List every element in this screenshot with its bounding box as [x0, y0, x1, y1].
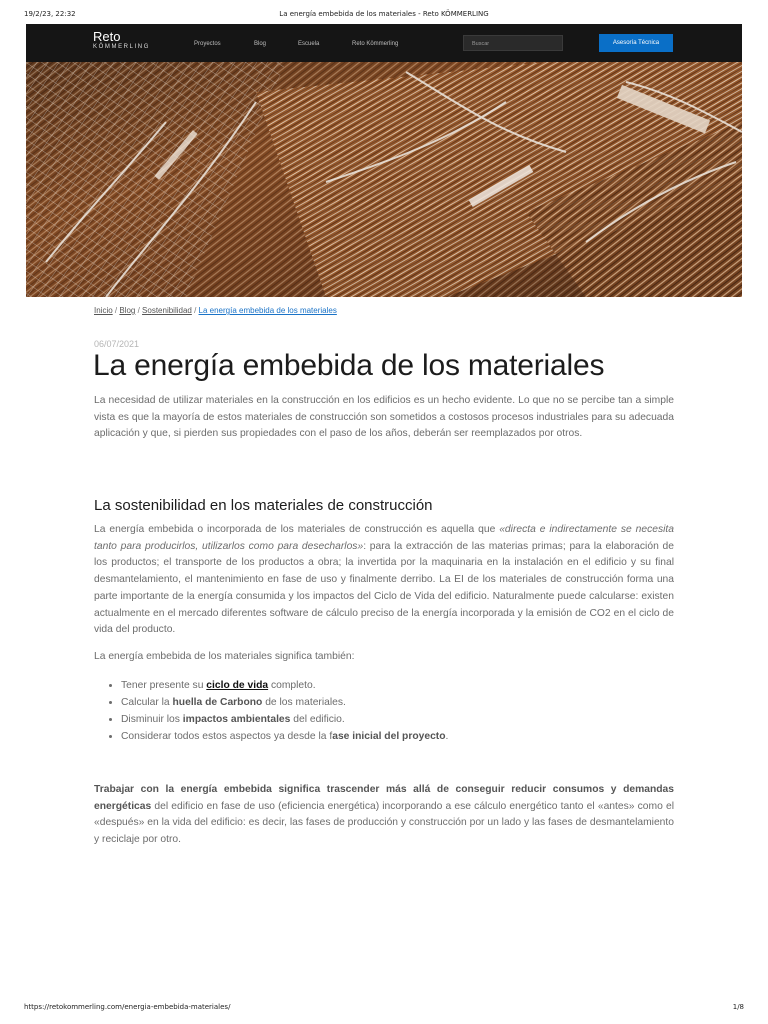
nav-link-blog[interactable]: Blog	[254, 41, 267, 47]
ciclo-de-vida-link[interactable]: ciclo de vida	[206, 680, 269, 691]
list-item	[121, 677, 448, 694]
print-page-title: La energía embebida de los materiales - Reto KÖMMERLING	[279, 10, 489, 18]
nav-link-reto-kommerling[interactable]: Reto Kömmerling	[352, 41, 399, 47]
list-item-strong: impactos ambientales	[182, 714, 291, 725]
paragraph-energia-embebida	[94, 522, 674, 639]
print-footer	[0, 1003, 768, 1013]
p3-text: del edificio en fase de uso (eficiencia energética) incorporando a ese cálculo energético tanto el «antes» como el «después» en la vida del edificio: es decir, las fases de producción y construcción por un lado y las fases de desmantelamiento y reciclaje por otro.	[94, 800, 674, 846]
list-item-text: .	[445, 731, 449, 742]
post-date: 06/07/2021	[94, 339, 140, 349]
list-item-text: de los materiales.	[262, 697, 346, 708]
list-item-text: Tener presente su	[121, 680, 207, 691]
list-item-strong: ase inicial del proyecto	[332, 731, 446, 742]
list-item-text: Calcular la	[121, 697, 173, 708]
logo-line-2: KÖMMERLING	[93, 44, 151, 50]
breadcrumb-separator: /	[112, 306, 120, 315]
list-item-text: Considerar todos estos aspectos ya desde la f	[121, 731, 333, 742]
logo-line-1: Reto	[93, 29, 121, 44]
site-header	[26, 24, 742, 62]
hero-image	[26, 62, 742, 297]
site-logo[interactable]	[93, 30, 150, 52]
print-page-number: 1/8	[732, 1003, 744, 1011]
list-item-text: completo.	[268, 680, 316, 691]
asesoria-tecnica-button[interactable]: Asesoría Técnica	[599, 34, 673, 52]
p1-quote: «directa e indirectamente se necesita tanto para producirlos, utilizarlos como para desecharlos»	[94, 524, 674, 552]
list-item	[121, 711, 448, 728]
breadcrumb-sostenibilidad[interactable]: Sostenibilidad	[142, 306, 192, 315]
breadcrumb-inicio[interactable]: Inicio	[94, 306, 113, 315]
list-item	[121, 694, 448, 711]
p3-strong: Trabajar con la energía embebida significa trascender más allá de conseguir reducir consumos y demandas energéticas	[94, 784, 674, 812]
breadcrumb-blog[interactable]: Blog	[119, 306, 136, 315]
nav-link-escuela[interactable]: Escuela	[298, 41, 320, 47]
list-item-strong: huella de Carbono	[172, 697, 263, 708]
section-heading: La sostenibilidad en los materiales de construcción	[94, 497, 433, 514]
list-item-text: del edificio.	[290, 714, 345, 725]
breadcrumb	[94, 306, 337, 315]
benefits-list	[94, 677, 448, 745]
paragraph-significa: La energía embebida de los materiales significa también:	[94, 651, 355, 662]
p1-text-b: : para la extracción de las materias primas; para la elaboración de los productos; el transporte de los productos a obra; la invertida por la maquinaria en la instalación en el edificio y su final desmantelamiento, el mantenimiento en fase de uso y finalmente derribo. La EI de los materiales de construcción forma una parte importante de la energía consumida y los impactos del Ciclo de Vida del edificio. Naturalmente puede calcularse: existen actualmente en el mercado diferentes software de cálculo preciso de la energía incorporada y la emisión de CO2 en el ciclo de vida del producto.	[94, 540, 674, 636]
list-item	[121, 728, 448, 745]
paragraph-trascender	[94, 782, 674, 849]
breadcrumb-separator: /	[135, 306, 143, 315]
search-input[interactable]: Buscar	[463, 35, 563, 51]
print-url: https://retokommerling.com/energia-embebida-materiales/	[24, 1003, 231, 1011]
intro-paragraph: La necesidad de utilizar materiales en la construcción en los edificios es un hecho evidente. Lo que no se percibe tan a simple vista es que la mayoría de estos materiales de construcción son sometidos a costosos procesos industriales para su adecuada aplicación y que, si pierden sus propiedades con el paso de los años, deberán ser reemplazados por otros.	[94, 395, 674, 440]
breadcrumb-current[interactable]: La energía embebida de los materiales	[198, 306, 337, 315]
page-title: La energía embebida de los materiales	[93, 349, 605, 382]
breadcrumb-separator: /	[191, 306, 199, 315]
nav-link-proyectos[interactable]: Proyectos	[194, 41, 221, 47]
list-item-text: Disminuir los	[121, 714, 183, 725]
p1-text-a: La energía embebida o incorporada de los materiales de construcción es aquella que	[94, 524, 500, 535]
print-header	[0, 10, 768, 20]
print-datetime: 19/2/23, 22:32	[24, 10, 76, 18]
